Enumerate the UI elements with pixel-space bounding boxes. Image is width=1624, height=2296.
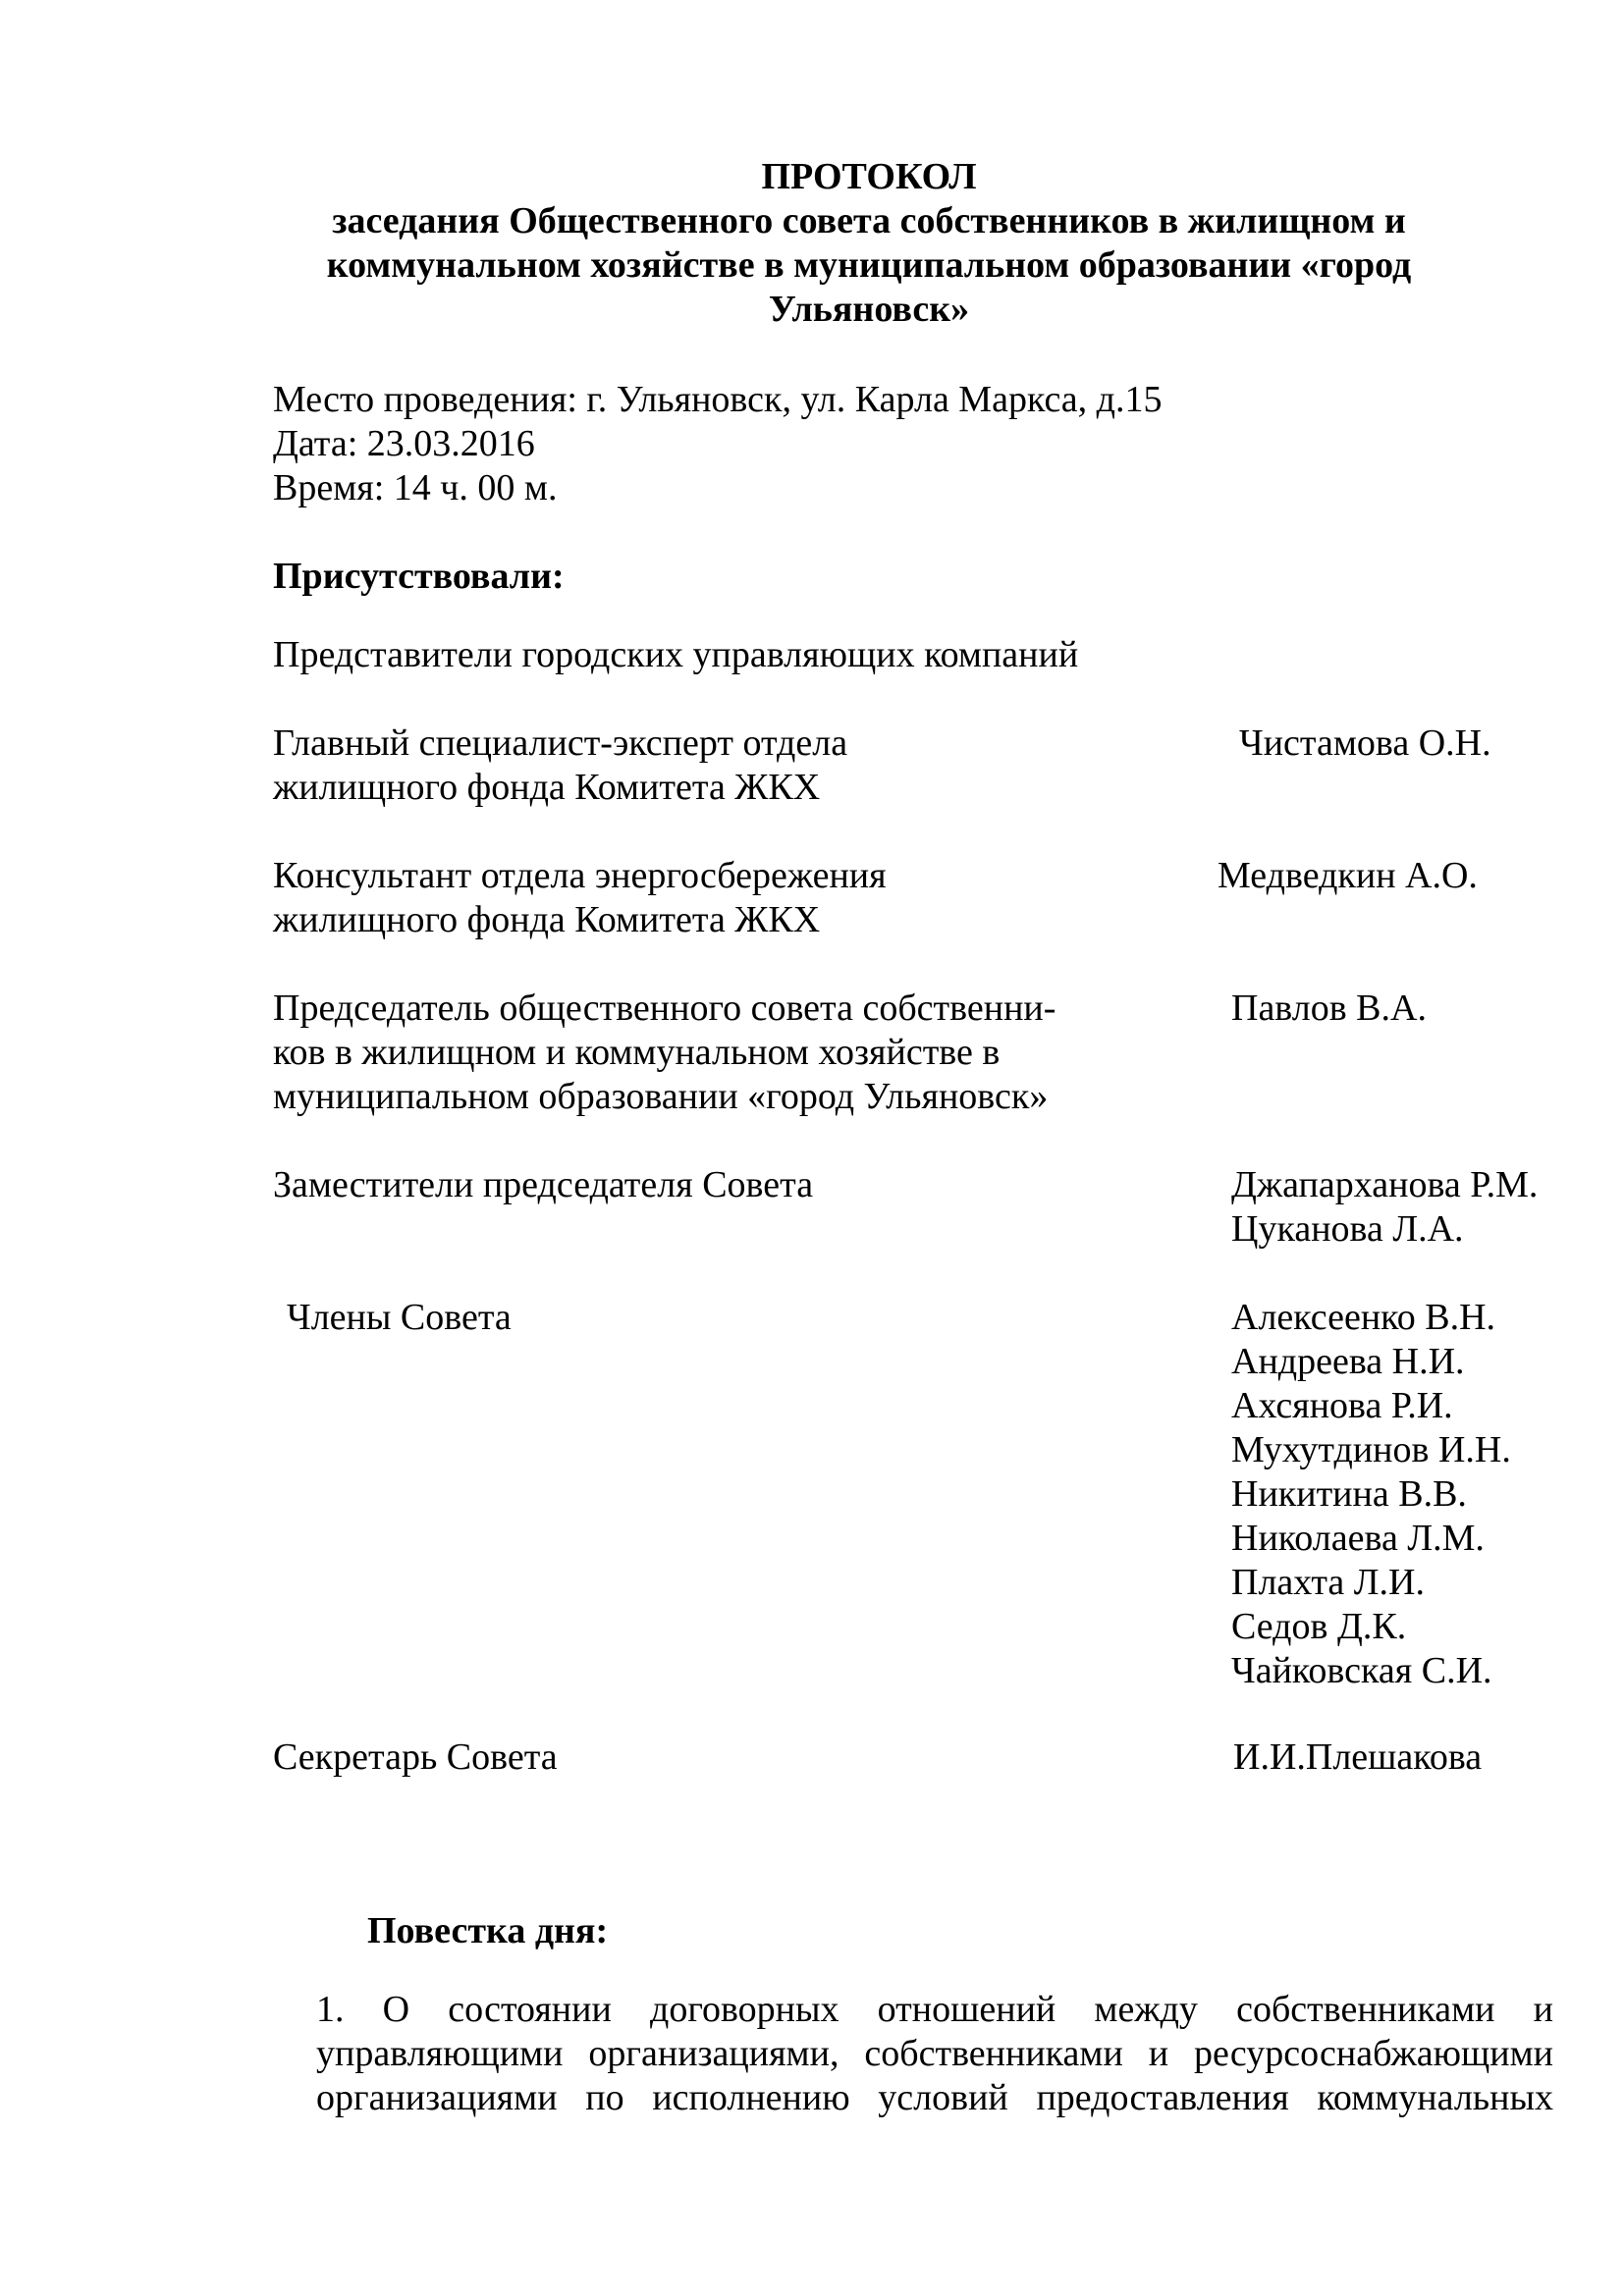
attendee-role <box>273 1735 558 1780</box>
attendee-role <box>273 987 1056 1119</box>
attendee-name: Седов Д.К. <box>1231 1606 1407 1647</box>
agenda-item-line: 1. О состоянии договорных отношений между собственниками и <box>316 1989 1553 2030</box>
attendee-names <box>1231 987 1427 1031</box>
attendee-role-line: Члены Совета <box>287 1297 512 1338</box>
attendee-role-line: ков в жилищном и коммунальном хозяйстве в <box>273 1032 1001 1073</box>
attendee-names <box>1218 854 1478 898</box>
attendee-role-line: жилищного фонда Комитета ЖКХ <box>273 899 821 940</box>
attendee-names <box>1231 1163 1538 1252</box>
attendees-group-note: Представители городских управляющих компаний <box>273 634 1079 675</box>
attendee-role-line: Консультант отдела энергосбережения <box>273 855 887 896</box>
attendee-name: Ахсянова Р.И. <box>1231 1385 1453 1426</box>
document-title-block <box>275 155 1463 332</box>
attendee-role-line: муниципальном образовании «город Ульяновск» <box>273 1076 1049 1117</box>
attendee-role-line: жилищного фонда Комитета ЖКХ <box>273 767 821 808</box>
attendee-role-line: Секретарь Совета <box>273 1736 558 1778</box>
attendee-role <box>287 1296 512 1340</box>
attendee-names <box>1233 1735 1482 1780</box>
attendee-name: Никитина В.В. <box>1231 1473 1467 1515</box>
attendee-name: Чайковская С.И. <box>1231 1650 1492 1691</box>
attendee-name: Мухутдинов И.Н. <box>1231 1429 1511 1470</box>
attendee-role-line: Главный специалист-эксперт отдела <box>273 722 848 764</box>
document-subtitle-line: коммунальном хозяйстве в муниципальном образовании «город <box>326 244 1412 286</box>
agenda-heading: Повестка дня: <box>367 1910 609 1951</box>
attendee-name: Чистамова О.Н. <box>1239 722 1491 764</box>
agenda-item-line: управляющими организациями, собственниками и ресурсоснабжающими <box>316 2033 1553 2074</box>
document-title: ПРОТОКОЛ <box>761 156 977 197</box>
attendee-name: Цуканова Л.А. <box>1231 1208 1464 1250</box>
attendee-role-line: Заместители председателя Совета <box>273 1164 814 1205</box>
attendee-role <box>273 854 887 942</box>
attendee-name: Медведкин А.О. <box>1218 855 1478 896</box>
attendee-name: Джапарханова Р.М. <box>1231 1164 1539 1205</box>
attendee-role-line: Председатель общественного совета собственни- <box>273 988 1056 1029</box>
meeting-details <box>273 378 1163 510</box>
attendee-name: И.И.Плешакова <box>1233 1736 1483 1778</box>
attendee-name: Плахта Л.И. <box>1231 1562 1425 1603</box>
attendee-name: Алексеенко В.Н. <box>1231 1297 1496 1338</box>
attendee-role <box>273 1163 813 1207</box>
attendee-name: Андреева Н.И. <box>1231 1341 1465 1382</box>
document-subtitle-line: Ульяновск» <box>768 289 970 330</box>
attendee-names <box>1231 1296 1511 1693</box>
meeting-time: Время: 14 ч. 00 м. <box>273 467 558 508</box>
attendee-name: Павлов В.А. <box>1231 988 1427 1029</box>
attendee-names <box>1239 721 1491 766</box>
attendees-heading: Присутствовали: <box>273 556 565 597</box>
meeting-date: Дата: 23.03.2016 <box>273 423 535 464</box>
attendee-role <box>273 721 847 810</box>
agenda-item-line: организациями по исполнению условий предоставления коммунальных <box>316 2077 1553 2118</box>
attendee-name: Николаева Л.М. <box>1231 1518 1485 1559</box>
agenda-item-1 <box>316 1988 1553 2120</box>
document-subtitle-line: заседания Общественного совета собственников в жилищном и <box>332 200 1406 241</box>
meeting-place: Место проведения: г. Ульяновск, ул. Карла Маркса, д.15 <box>273 379 1163 420</box>
